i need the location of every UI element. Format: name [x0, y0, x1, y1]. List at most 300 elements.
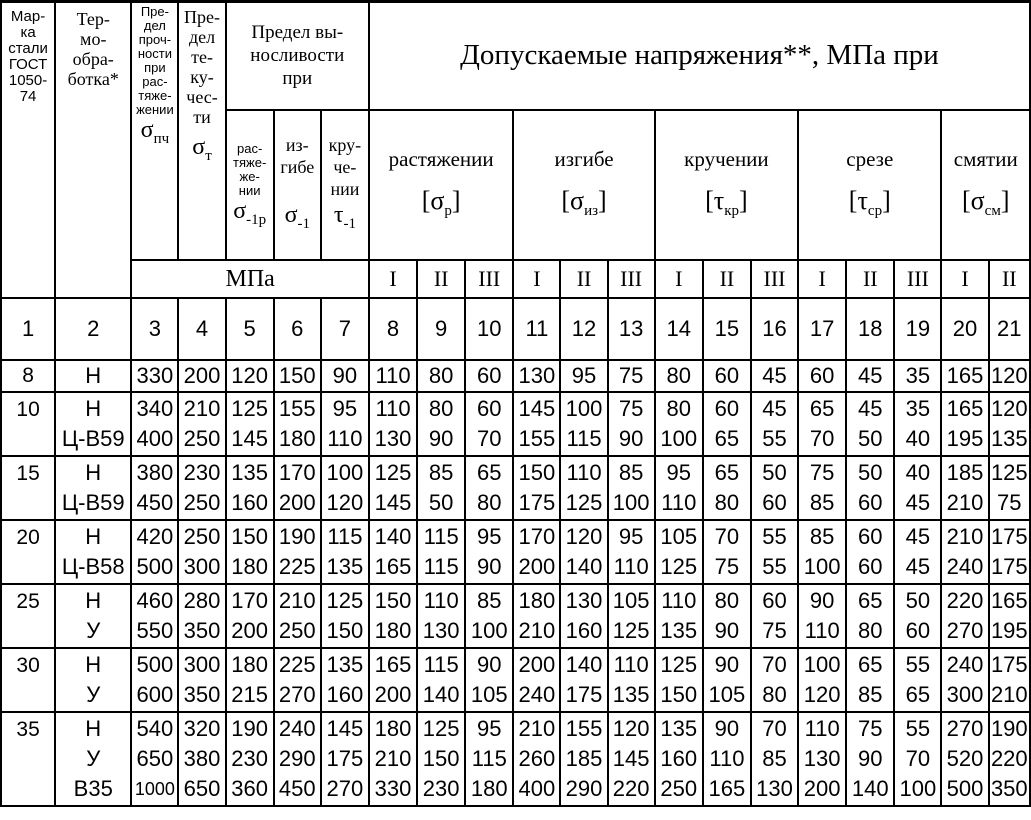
cell-line: 100 [899, 775, 937, 801]
header-yield-strength: Пре- дел те- ку- чес- ти $\sigma_т$ [178, 2, 225, 260]
cell-line: Н [85, 651, 102, 677]
column-number: 15 [703, 298, 751, 360]
cell-line: 210 [518, 715, 556, 741]
cell-line: 225 [278, 553, 316, 579]
cell-line: 165 [990, 587, 1028, 613]
header-tier-1: II [417, 260, 465, 298]
cell-line: 135 [326, 553, 364, 579]
value-cell [894, 648, 941, 712]
value-cell [751, 712, 798, 806]
value-cell [798, 360, 846, 392]
cell-line: 140 [565, 553, 603, 579]
header-tier-11: III [894, 260, 941, 298]
value-cell [798, 648, 846, 712]
column-number: 12 [560, 298, 607, 360]
table-row [1, 648, 1030, 712]
value-cell [846, 456, 894, 520]
header-tier-13: II [989, 260, 1030, 298]
cell-line: 240 [946, 553, 984, 579]
cell-line: 90 [858, 745, 883, 771]
cell-line: 95 [332, 395, 358, 421]
cell-line: 220 [612, 775, 650, 801]
value-cell [417, 712, 465, 806]
steel-grade-cell: 10 [1, 392, 55, 456]
value-cell [894, 456, 941, 520]
cell-line: 175 [990, 523, 1028, 549]
cell-line: У [86, 681, 101, 707]
cell-line: 280 [183, 587, 221, 613]
cell-line: 320 [183, 715, 221, 741]
cell-line: 70 [762, 651, 787, 677]
cell-line: 240 [946, 651, 984, 677]
header-unit-mpa: МПа [131, 260, 369, 298]
value-cell [846, 360, 894, 392]
value-cell [703, 360, 751, 392]
cell-line: 210 [183, 395, 221, 421]
cell-line: 200 [231, 617, 269, 643]
cell-line: Н [85, 395, 102, 421]
cell-line: 450 [278, 775, 316, 801]
cell-line: 135 [660, 715, 698, 741]
cell-line: 90 [332, 362, 358, 388]
cell-line: 95 [571, 362, 597, 388]
value-cell [941, 360, 988, 392]
cell-line: Ц-В59 [61, 425, 125, 451]
header-heat-treatment: Тер- мо- обра- ботка* [55, 2, 131, 298]
cell-line: 65 [477, 459, 502, 485]
cell-line: 105 [612, 587, 650, 613]
column-number: 19 [894, 298, 941, 360]
header-tier-4: II [560, 260, 607, 298]
cell-line: 180 [518, 587, 556, 613]
value-cell [751, 520, 798, 584]
cell-line: 105 [470, 681, 508, 707]
header-group-torsion: кручении $[\tau_{кр}]$ [655, 110, 798, 260]
treatment-cell [55, 712, 131, 806]
cell-line: 95 [666, 459, 692, 485]
cell-line: 500 [136, 651, 174, 677]
value-cell [226, 520, 274, 584]
cell-line: 60 [762, 489, 787, 515]
cell-line: У [86, 617, 101, 643]
value-cell [178, 648, 225, 712]
value-cell [226, 584, 274, 648]
cell-line: 80 [858, 617, 883, 643]
cell-line: 165 [374, 651, 412, 677]
value-cell [178, 712, 225, 806]
table-row [1, 360, 1030, 392]
cell-line: 100 [660, 425, 698, 451]
cell-line: 85 [618, 459, 644, 485]
value-cell [513, 392, 560, 456]
value-cell [655, 584, 703, 648]
value-cell [178, 456, 225, 520]
cell-line: 35 [905, 395, 931, 421]
cell-line: 220 [990, 745, 1028, 771]
treatment-cell [55, 456, 131, 520]
cell-line: 1000 [134, 778, 175, 799]
cell-line: 80 [666, 362, 692, 388]
cell-line: 45 [905, 489, 931, 515]
cell-line: 60 [477, 362, 502, 388]
cell-line: 250 [183, 489, 221, 515]
cell-line: 110 [709, 745, 745, 771]
cell-line: 165 [374, 553, 412, 579]
cell-line: Н [85, 459, 102, 485]
value-cell [274, 648, 321, 712]
table-row [1, 392, 1030, 456]
value-cell [131, 712, 178, 806]
value-cell [513, 456, 560, 520]
cell-line: 75 [618, 395, 644, 421]
cell-line: 180 [278, 425, 316, 451]
value-cell [560, 360, 607, 392]
cell-line: 600 [136, 681, 174, 707]
cell-line: 55 [762, 553, 787, 579]
value-cell [560, 392, 607, 456]
value-cell [417, 360, 465, 392]
value-cell [608, 584, 655, 648]
value-cell [369, 648, 417, 712]
cell-line: 60 [858, 523, 883, 549]
steel-grade-cell: 20 [1, 520, 55, 584]
header-tier-5: III [608, 260, 655, 298]
value-cell [465, 712, 513, 806]
cell-line: 170 [231, 587, 269, 613]
cell-line: 360 [231, 775, 269, 801]
cell-line: У [86, 745, 101, 771]
cell-line: 80 [666, 395, 692, 421]
cell-line: 45 [858, 362, 883, 388]
cell-line: 50 [858, 425, 883, 451]
value-cell [751, 360, 798, 392]
cell-line: 55 [762, 425, 787, 451]
cell-line: 75 [997, 489, 1022, 515]
value-cell [321, 648, 369, 712]
column-number: 9 [417, 298, 465, 360]
cell-line: 135 [612, 681, 650, 707]
value-cell [417, 456, 465, 520]
cell-line: 50 [858, 459, 883, 485]
cell-line: 200 [518, 651, 556, 677]
value-cell [655, 712, 703, 806]
cell-line: 200 [803, 775, 841, 801]
treatment-cell [55, 584, 131, 648]
cell-line: 165 [946, 395, 984, 421]
cell-line: Ц-В58 [61, 553, 125, 579]
cell-line: 130 [803, 745, 841, 771]
sigma-1p-symbol: $\sigma_{-1р}$ [233, 198, 267, 228]
header-tier-10: II [846, 260, 894, 298]
cell-line: 175 [990, 651, 1028, 677]
cell-line: 500 [946, 775, 984, 801]
value-cell [941, 392, 988, 456]
cell-line: 125 [422, 715, 460, 741]
value-cell [321, 456, 369, 520]
cell-line: 270 [946, 715, 984, 741]
cell-line: 115 [471, 745, 507, 771]
cell-line: 110 [804, 715, 840, 741]
value-cell [513, 648, 560, 712]
cell-line: 125 [231, 395, 269, 421]
cell-line: 240 [278, 715, 316, 741]
cell-line: 60 [858, 553, 883, 579]
value-cell [560, 456, 607, 520]
cell-line: 145 [612, 745, 650, 771]
cell-line: 50 [428, 489, 454, 515]
value-cell [989, 360, 1030, 392]
cell-line: 155 [518, 425, 556, 451]
cell-line: 70 [477, 425, 502, 451]
steel-grade-cell: 15 [1, 456, 55, 520]
cell-line: 90 [714, 715, 740, 741]
header-group-tension: растяжении $[\sigma_р]$ [369, 110, 513, 260]
header-group-crushing: смятии $[\sigma_{см}]$ [941, 110, 1030, 260]
cell-line: 75 [618, 362, 644, 388]
column-number: 6 [274, 298, 321, 360]
cell-line: 150 [231, 523, 269, 549]
cell-line: 460 [136, 587, 174, 613]
cell-line: 60 [858, 489, 883, 515]
cell-line: 200 [374, 681, 412, 707]
column-number: 18 [846, 298, 894, 360]
cell-line: 210 [374, 745, 412, 771]
value-cell [178, 360, 225, 392]
cell-line: 500 [136, 553, 174, 579]
cell-line: 130 [374, 425, 412, 451]
value-cell [751, 584, 798, 648]
cell-line: 215 [231, 681, 269, 707]
value-cell [369, 360, 417, 392]
value-cell [369, 392, 417, 456]
cell-line: 400 [136, 425, 174, 451]
value-cell [798, 456, 846, 520]
cell-line: 190 [990, 715, 1028, 741]
cell-line: 200 [278, 489, 316, 515]
cell-line: 70 [905, 745, 931, 771]
table-row [1, 456, 1030, 520]
header-tier-8: III [751, 260, 798, 298]
cell-line: 135 [231, 459, 269, 485]
column-number: 2 [55, 298, 131, 360]
value-cell [655, 520, 703, 584]
cell-line: 120 [326, 489, 364, 515]
cell-line: 120 [990, 362, 1028, 388]
value-cell [369, 520, 417, 584]
cell-line: 125 [565, 489, 603, 515]
cell-line: 230 [231, 745, 269, 771]
cell-line: 110 [423, 587, 459, 613]
column-number: 20 [941, 298, 988, 360]
value-cell [465, 648, 513, 712]
cell-line: 100 [803, 553, 841, 579]
treatment-cell [55, 360, 131, 392]
cell-line: 65 [905, 681, 931, 707]
value-cell [989, 392, 1030, 456]
cell-line: 40 [905, 425, 931, 451]
value-cell [226, 712, 274, 806]
cell-line: 130 [518, 362, 556, 388]
cell-line: 110 [804, 617, 840, 643]
value-cell [465, 584, 513, 648]
value-cell [560, 520, 607, 584]
cell-line: 60 [477, 395, 502, 421]
cell-line: 135 [660, 617, 698, 643]
cell-line: 85 [477, 587, 502, 613]
cell-line: 60 [714, 362, 740, 388]
cell-line: 90 [714, 617, 740, 643]
header-endurance-limit: Предел вы- носливости при [226, 2, 369, 110]
cell-line: 115 [327, 523, 363, 549]
column-number: 11 [513, 298, 560, 360]
value-cell [846, 648, 894, 712]
header-tier-2: III [465, 260, 513, 298]
cell-line: 195 [946, 425, 984, 451]
value-cell [751, 392, 798, 456]
cell-line: 125 [660, 651, 698, 677]
cell-line: 85 [858, 681, 883, 707]
value-cell [131, 456, 178, 520]
column-number: 14 [655, 298, 703, 360]
treatment-cell [55, 648, 131, 712]
cell-line: Ц-В59 [61, 489, 125, 515]
cell-line: 45 [858, 395, 883, 421]
cell-line: 115 [423, 523, 459, 549]
cell-line: 70 [762, 715, 787, 741]
cell-line: Н [85, 587, 102, 613]
value-cell [417, 584, 465, 648]
cell-line: 270 [946, 617, 984, 643]
value-cell [798, 712, 846, 806]
cell-line: 90 [477, 651, 502, 677]
sigma-yield-symbol: $\sigma_т$ [192, 134, 212, 164]
cell-line: 210 [946, 523, 984, 549]
cell-line: 65 [714, 425, 740, 451]
cell-line: 210 [990, 681, 1028, 707]
cell-line: 140 [374, 523, 412, 549]
table-row [1, 584, 1030, 648]
header-group-bending: изгибе $[\sigma_{из}]$ [513, 110, 654, 260]
cell-line: 110 [613, 651, 649, 677]
header-tier-3: I [513, 260, 560, 298]
cell-line: 85 [428, 459, 454, 485]
cell-line: 80 [762, 681, 787, 707]
value-cell [703, 392, 751, 456]
cell-line: 170 [278, 459, 316, 485]
header-endurance-tension: рас- тяже- же- нии $\sigma_{-1р}$ [226, 110, 274, 260]
value-cell [846, 520, 894, 584]
cell-line: 60 [762, 587, 787, 613]
cell-line: 230 [183, 459, 221, 485]
cell-line: 60 [714, 395, 740, 421]
value-cell [941, 520, 988, 584]
cell-line: 80 [714, 489, 740, 515]
treatment-cell [55, 392, 131, 456]
value-cell [226, 648, 274, 712]
column-number: 16 [751, 298, 798, 360]
cell-line: 150 [278, 362, 316, 388]
cell-line: 65 [858, 587, 883, 613]
value-cell [894, 520, 941, 584]
cell-line: 230 [422, 775, 460, 801]
cell-line: 170 [518, 523, 556, 549]
value-cell [560, 584, 607, 648]
cell-line: 330 [136, 362, 174, 388]
header-tier-6: I [655, 260, 703, 298]
cell-line: 185 [946, 459, 984, 485]
cell-line: 135 [990, 425, 1028, 451]
cell-line: 520 [946, 745, 984, 771]
cell-line: 195 [990, 617, 1028, 643]
cell-line: 125 [990, 459, 1028, 485]
cell-line: 290 [278, 745, 316, 771]
value-cell [703, 456, 751, 520]
value-cell [417, 648, 465, 712]
cell-line: 75 [809, 459, 835, 485]
value-cell [751, 648, 798, 712]
header-group-shear: срезе $[\tau_{ср}]$ [798, 110, 941, 260]
cell-line: 110 [613, 553, 649, 579]
cell-line: 75 [858, 715, 883, 741]
value-cell [321, 392, 369, 456]
cell-line: 160 [565, 617, 603, 643]
column-number: 10 [465, 298, 513, 360]
cell-line: 55 [762, 523, 787, 549]
value-cell [894, 360, 941, 392]
value-cell [608, 712, 655, 806]
cell-line: 55 [905, 715, 931, 741]
cell-line: 105 [660, 523, 698, 549]
cell-line: 65 [714, 459, 740, 485]
value-cell [417, 520, 465, 584]
cell-line: 85 [762, 745, 787, 771]
cell-line: 250 [183, 425, 221, 451]
header-endurance-bending: из- гибе $\sigma_{-1}$ [274, 110, 321, 260]
cell-line: 145 [374, 489, 412, 515]
cell-line: 45 [905, 523, 931, 549]
value-cell [321, 584, 369, 648]
value-cell [226, 456, 274, 520]
header-endurance-torsion: кру- че- нии $\tau_{-1}$ [321, 110, 369, 260]
value-cell [321, 520, 369, 584]
value-cell [131, 360, 178, 392]
cell-line: 100 [565, 395, 603, 421]
header-allowable-stresses: Допускаемые напряжения**, МПа при [369, 2, 1030, 110]
cell-line: 100 [612, 489, 650, 515]
cell-line: 150 [660, 681, 698, 707]
cell-line: 120 [803, 681, 841, 707]
cell-line: 300 [946, 681, 984, 707]
column-number: 13 [608, 298, 655, 360]
cell-line: 80 [428, 395, 454, 421]
cell-line: 350 [990, 775, 1028, 801]
cell-line: 165 [708, 775, 746, 801]
cell-line: 45 [762, 362, 787, 388]
cell-line: 290 [565, 775, 603, 801]
value-cell [274, 584, 321, 648]
value-cell [989, 712, 1030, 806]
cell-line: 180 [231, 553, 269, 579]
steel-grade-cell: 30 [1, 648, 55, 712]
cell-line: 210 [946, 489, 984, 515]
cell-line: 110 [327, 425, 363, 451]
value-cell [274, 712, 321, 806]
cell-line: 80 [477, 489, 502, 515]
value-cell [894, 584, 941, 648]
column-number: 3 [131, 298, 178, 360]
value-cell [894, 392, 941, 456]
cell-line: 105 [708, 681, 746, 707]
